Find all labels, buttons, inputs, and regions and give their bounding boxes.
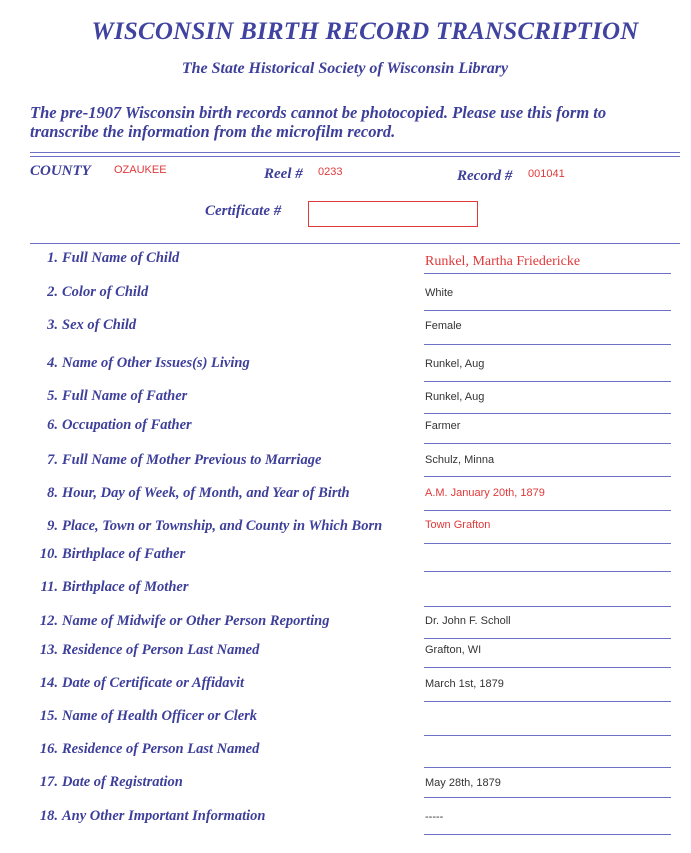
county-label: COUNTY [30, 163, 91, 179]
field-label-text: Full Name of Mother Previous to Marriage [62, 452, 322, 468]
field-value-8[interactable]: A.M. January 20th, 1879 [425, 487, 545, 499]
field-line-4 [424, 381, 671, 382]
header-divider-bottom [30, 156, 680, 157]
field-line-18 [424, 834, 671, 835]
field-value-18[interactable]: ----- [425, 811, 444, 823]
field-line-6 [424, 443, 671, 444]
field-line-13 [424, 667, 671, 668]
field-label-text: Any Other Important Information [62, 808, 266, 824]
field-number: 15. [39, 708, 58, 724]
field-line-11 [424, 606, 671, 607]
field-label-15 [30, 708, 257, 725]
field-label-16 [30, 741, 259, 758]
field-line-12 [424, 638, 671, 639]
field-line-14 [424, 701, 671, 702]
field-line-9 [424, 543, 671, 544]
field-label-text: Birthplace of Mother [62, 579, 189, 595]
field-line-8 [424, 510, 671, 511]
field-line-3 [424, 344, 671, 345]
county-value[interactable]: OZAUKEE [114, 164, 167, 176]
field-number: 4. [47, 355, 58, 371]
field-line-7 [424, 476, 671, 477]
fields-divider [30, 243, 680, 244]
field-line-1 [424, 273, 671, 274]
reel-value[interactable]: 0233 [318, 166, 343, 178]
field-label-text: Name of Midwife or Other Person Reporting [62, 613, 330, 629]
field-number: 3. [47, 317, 58, 333]
field-label-1 [30, 250, 179, 267]
field-label-14 [30, 675, 244, 692]
field-value-4[interactable]: Runkel, Aug [425, 358, 485, 370]
field-number: 6. [47, 417, 58, 433]
form-instructions [30, 103, 670, 141]
field-value-14[interactable]: March 1st, 1879 [425, 678, 504, 690]
field-label-8 [30, 485, 350, 502]
reel-label: Reel # [264, 166, 303, 182]
field-line-16 [424, 767, 671, 768]
field-label-text: Place, Town or Township, and County in Which Born [62, 518, 383, 534]
field-label-text: Date of Registration [62, 774, 183, 790]
header-divider-top [30, 152, 680, 153]
field-number: 8. [47, 485, 58, 501]
field-label-13 [30, 642, 259, 659]
instructions-line-1: The pre-1907 Wisconsin birth records cannot be photocopied. Please use this form to [30, 103, 607, 122]
field-value-9[interactable]: Town Grafton [425, 519, 491, 531]
form-subtitle: The State Historical Society of Wisconsin Library [181, 60, 509, 77]
field-label-text: Date of Certificate or Affidavit [62, 675, 245, 691]
field-number: 11. [40, 579, 58, 595]
field-label-text: Residence of Person Last Named [62, 642, 260, 658]
field-number: 18. [39, 808, 58, 824]
field-label-text: Sex of Child [62, 317, 137, 333]
field-line-15 [424, 735, 671, 736]
instructions-line-2: transcribe the information from the microfilm record. [30, 122, 396, 141]
certificate-input[interactable] [308, 201, 478, 227]
field-value-3[interactable]: Female [425, 320, 462, 332]
field-value-17[interactable]: May 28th, 1879 [425, 777, 501, 789]
field-number: 9. [47, 518, 58, 534]
certificate-label: Certificate # [205, 203, 282, 219]
field-label-12 [30, 613, 329, 630]
field-value-5[interactable]: Runkel, Aug [425, 391, 485, 403]
field-line-5 [424, 413, 671, 414]
field-number: 10. [39, 546, 58, 562]
field-number: 2. [47, 284, 58, 300]
field-label-text: Hour, Day of Week, of Month, and Year of Birth [62, 485, 350, 501]
field-label-9 [30, 518, 382, 535]
field-label-7 [30, 452, 321, 469]
field-number: 14. [39, 675, 58, 691]
field-label-text: Full Name of Child [62, 250, 180, 266]
field-label-17 [30, 774, 183, 791]
field-label-5 [30, 388, 187, 405]
field-number: 5. [47, 388, 58, 404]
field-value-6[interactable]: Farmer [425, 420, 461, 432]
field-label-2 [30, 284, 148, 301]
field-label-text: Occupation of Father [62, 417, 192, 433]
field-line-2 [424, 310, 671, 311]
field-label-10 [30, 546, 185, 563]
field-number: 13. [39, 642, 58, 658]
record-number-label: Record # [457, 168, 513, 184]
field-label-text: Color of Child [62, 284, 149, 300]
form-title: WISCONSIN BIRTH RECORD TRANSCRIPTION [91, 18, 639, 45]
field-number: 7. [47, 452, 58, 468]
field-number: 17. [39, 774, 58, 790]
record-number-value[interactable]: 001041 [528, 168, 565, 180]
field-number: 12. [39, 613, 58, 629]
field-line-10 [424, 571, 671, 572]
field-label-18 [30, 808, 265, 825]
field-number: 1. [47, 250, 58, 266]
field-value-12[interactable]: Dr. John F. Scholl [425, 615, 511, 627]
field-label-text: Name of Other Issues(s) Living [62, 355, 250, 371]
field-label-text: Name of Health Officer or Clerk [62, 708, 258, 724]
field-label-11 [30, 579, 188, 596]
field-label-text: Birthplace of Father [62, 546, 186, 562]
field-number: 16. [39, 741, 58, 757]
field-value-2[interactable]: White [425, 287, 454, 299]
field-label-3 [30, 317, 136, 334]
field-label-text: Residence of Person Last Named [62, 741, 260, 757]
field-value-7[interactable]: Schulz, Minna [425, 454, 495, 466]
field-value-13[interactable]: Grafton, WI [425, 644, 482, 656]
field-label-4 [30, 355, 250, 372]
field-label-text: Full Name of Father [62, 388, 188, 404]
field-value-1[interactable]: Runkel, Martha Friedericke [425, 254, 581, 269]
field-line-17 [424, 797, 671, 798]
field-label-6 [30, 417, 192, 434]
